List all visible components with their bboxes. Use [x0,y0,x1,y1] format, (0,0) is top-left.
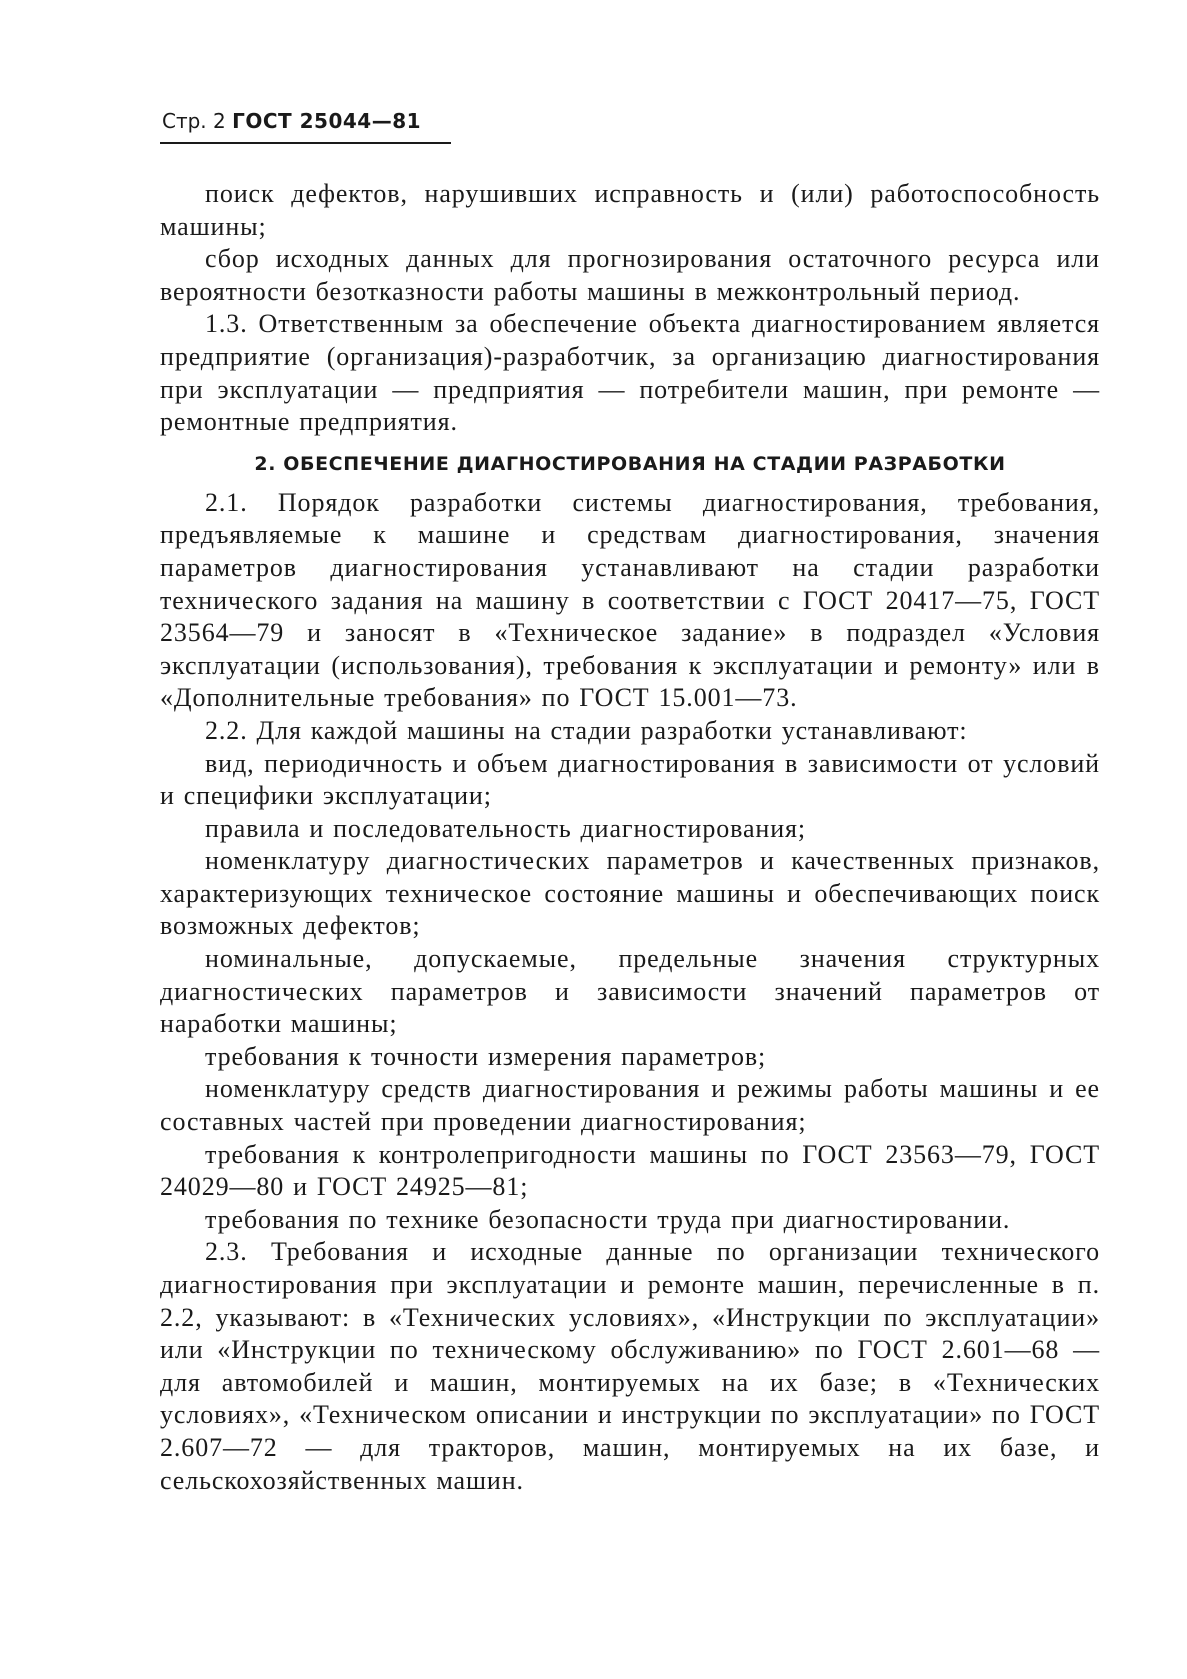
paragraph-1-3: 1.3. Ответственным за обеспечение объекта диагностированием является предприятие (организация)-разработчик, за организацию диагностирования при эксплуатации — предприятия — потребители машин, при ремонте — ремонтные предприятия. [160,309,1100,437]
standard-number: ГОСТ 25044—81 [232,109,422,133]
paragraph-2-2: 2.2. Для каждой машины на стадии разработки устанавливают: [205,715,968,745]
section-title: 2. ОБЕСПЕЧЕНИЕ ДИАГНОСТИРОВАНИЯ НА СТАДИИ РАЗРАБОТКИ [254,452,1006,475]
list-item: номинальные, допускаемые, предельные значения структурных диагностических параметров и зависимости значений параметров от наработки машины; [160,944,1100,1039]
paragraph-fault-search: поиск дефектов, нарушивших исправность и (или) работоспособность машины; [160,179,1100,241]
list-item: правила и последовательность диагностирования; [205,813,807,843]
list-item: номенклатуру диагностических параметров и качественных признаков, характеризующих техническое состояние машины и обеспечивающих поиск возможных дефектов; [160,846,1100,941]
document-body [160,178,1100,1497]
paragraph-data-collection: сбор исходных данных для прогнозирования остаточного ресурса или вероятности безотказности работы машины в межконтрольный период. [160,244,1100,306]
page-number: Стр. 2 [162,109,226,133]
list-item: требования по технике безопасности труда при диагностировании. [205,1204,1011,1234]
list-item: номенклатуру средств диагностирования и режимы работы машины и ее составных частей при проведении диагностирования; [160,1074,1100,1137]
header-rule [160,142,451,144]
paragraph-2-3: 2.3. Требования и исходные данные по организации технического диагностирования при эксплуатации и ремонте машин, перечисленные в п. 2.2, указывают: в «Технических условиях», «Инструкции по эксплуатации» или «Инструкции по техническому обслуживанию» по ГОСТ 2.601—68 — для автомобилей и машин, монтируемых на их базе; в «Технических условиях», «Техническом описании и инструкции по эксплуатации» по ГОСТ 2.607—72 — для тракторов, машин, монтируемых на их базе, и сельскохозяйственных машин. [160,1237,1100,1495]
list-item: вид, периодичность и объем диагностирования в зависимости от условий и специфики эксплуатации; [160,748,1100,811]
paragraph-2-1: 2.1. Порядок разработки системы диагностирования, требования, предъявляемые к машине и средствам диагностирования, значения параметров диагностирования устанавливают на стадии разработки технического задания на машину в соответствии с ГОСТ 20417—75, ГОСТ 23564—79 и заносят в «Техническое задание» в подраздел «Условия эксплуатации (использования), требования к эксплуатации и ремонту» или в «Дополнительные требования» по ГОСТ 15.001—73. [160,487,1100,713]
page-header [162,108,421,134]
list-item: требования к точности измерения параметров; [205,1041,767,1071]
list-item: требования к контролепригодности машины по ГОСТ 23563—79, ГОСТ 24029—80 и ГОСТ 24925—81; [160,1139,1100,1202]
